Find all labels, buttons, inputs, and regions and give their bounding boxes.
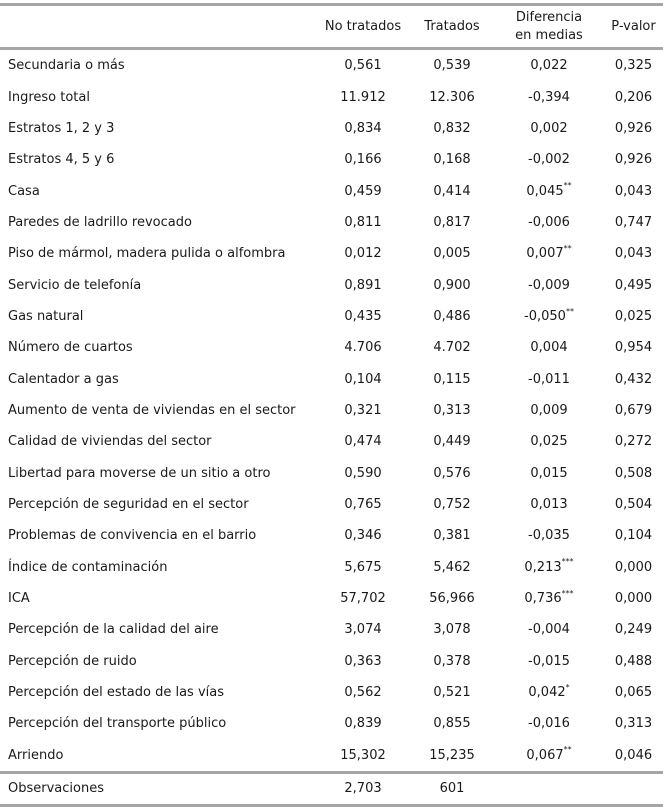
diferencia-value: 0,004 (530, 340, 568, 356)
cell-tratados: 0,832 (433, 120, 471, 136)
cell-no-tratados: 0,321 (344, 402, 382, 418)
table-row (0, 426, 663, 457)
cell-diferencia (492, 363, 600, 394)
cell-tratados: 0,576 (433, 465, 471, 481)
significance-stars: * (565, 682, 570, 692)
cell-p-valor: 0,065 (614, 685, 653, 701)
cell-p-valor: 0,926 (614, 120, 653, 136)
cell-p-valor: 0,313 (614, 716, 653, 732)
header-diferencia-line2: en medias (515, 27, 583, 43)
cell-p-valor: 0,043 (614, 246, 653, 262)
row-label: Servicio de telefonía (8, 277, 142, 293)
table-header (0, 6, 663, 47)
cell-tratados: 0,168 (433, 152, 471, 168)
significance-stars: ** (565, 306, 574, 316)
row-label: Estratos 1, 2 y 3 (8, 120, 115, 136)
diferencia-value: 0,009 (530, 402, 568, 418)
diferencia-value: 0,022 (530, 58, 568, 74)
table-row (0, 583, 663, 614)
cell-no-tratados: 0,474 (344, 434, 382, 450)
observaciones-diferencia (492, 774, 600, 804)
cell-diferencia (492, 332, 600, 363)
cell-diferencia (492, 426, 600, 457)
row-label: Gas natural (8, 308, 84, 324)
cell-tratados: 0,752 (433, 496, 471, 512)
cell-diferencia (492, 50, 600, 81)
diferencia-value: 0,045 (526, 183, 564, 199)
cell-diferencia (492, 144, 600, 175)
cell-p-valor: 0,272 (614, 434, 653, 450)
diferencia-value: -0,394 (528, 89, 570, 105)
diferencia-value: -0,015 (528, 653, 570, 669)
cell-p-valor: 0,249 (614, 622, 653, 638)
table-row (0, 677, 663, 708)
cell-p-valor: 0,206 (614, 89, 653, 105)
cell-tratados: 0,449 (433, 434, 471, 450)
cell-p-valor: 0,025 (614, 308, 653, 324)
row-label: Percepción del estado de las vías (8, 685, 224, 701)
table-row (0, 144, 663, 175)
table-row (0, 395, 663, 426)
cell-p-valor: 0,104 (614, 528, 653, 544)
cell-diferencia (492, 552, 600, 583)
table-row (0, 457, 663, 488)
row-label: Estratos 4, 5 y 6 (8, 152, 115, 168)
cell-diferencia (492, 457, 600, 488)
cell-diferencia (492, 489, 600, 520)
cell-diferencia (492, 395, 600, 426)
diferencia-value: 0,213 (524, 559, 562, 575)
cell-no-tratados: 0,166 (344, 152, 382, 168)
cell-no-tratados: 0,561 (344, 58, 382, 74)
cell-no-tratados: 0,104 (344, 371, 382, 387)
diferencia-value: -0,050 (524, 308, 566, 324)
diferencia-value: 0,042 (528, 685, 566, 701)
cell-diferencia (492, 740, 600, 771)
cell-p-valor: 0,432 (614, 371, 653, 387)
cell-p-valor: 0,488 (614, 653, 653, 669)
cell-diferencia (492, 81, 600, 112)
diferencia-value: -0,006 (528, 214, 570, 230)
cell-p-valor: 0,504 (614, 496, 653, 512)
row-label: Ingreso total (8, 89, 90, 105)
diferencia-value: -0,011 (528, 371, 570, 387)
table-row (0, 489, 663, 520)
cell-p-valor: 0,747 (614, 214, 653, 230)
row-label: Arriendo (8, 747, 64, 763)
cell-p-valor: 0,000 (614, 559, 653, 575)
header-diferencia-line1: Diferencia (515, 9, 583, 25)
cell-tratados: 15,235 (429, 747, 475, 763)
cell-tratados: 0,378 (433, 653, 471, 669)
cell-diferencia (492, 301, 600, 332)
cell-no-tratados: 3,074 (344, 622, 382, 638)
cell-tratados: 0,817 (433, 214, 471, 230)
row-label: Índice de contaminación (8, 559, 168, 575)
cell-no-tratados: 57,702 (340, 591, 386, 607)
diferencia-value: 0,025 (530, 434, 568, 450)
row-label: Percepción del transporte público (8, 716, 227, 732)
table-row (0, 81, 663, 112)
diferencia-value: 0,013 (530, 496, 568, 512)
cell-no-tratados: 4.706 (344, 340, 382, 356)
cell-no-tratados: 0,562 (344, 685, 382, 701)
table-footer (0, 774, 663, 804)
table-row (0, 520, 663, 551)
cell-p-valor: 0,000 (614, 591, 653, 607)
table-row (0, 552, 663, 583)
diferencia-value: 0,067 (526, 747, 564, 763)
cell-p-valor: 0,679 (614, 402, 653, 418)
table-row (0, 708, 663, 739)
diferencia-value: -0,016 (528, 716, 570, 732)
diferencia-value: 0,007 (526, 246, 564, 262)
cell-tratados: 0,381 (433, 528, 471, 544)
cell-tratados: 0,521 (433, 685, 471, 701)
diferencia-value: -0,002 (528, 152, 570, 168)
significance-stars: ** (563, 243, 572, 253)
cell-no-tratados: 0,839 (344, 716, 382, 732)
cell-diferencia (492, 175, 600, 206)
cell-no-tratados: 0,363 (344, 653, 382, 669)
significance-stars: *** (561, 557, 574, 567)
cell-tratados: 0,414 (433, 183, 471, 199)
row-label: Número de cuartos (8, 340, 133, 356)
cell-no-tratados: 5,675 (344, 559, 382, 575)
diferencia-value: 0,002 (530, 120, 568, 136)
table-row (0, 207, 663, 238)
cell-diferencia (492, 646, 600, 677)
cell-no-tratados: 0,590 (344, 465, 382, 481)
cell-no-tratados: 0,834 (344, 120, 382, 136)
row-label: Calentador a gas (8, 371, 119, 387)
observaciones-p-valor (600, 774, 663, 804)
cell-no-tratados: 0,891 (344, 277, 382, 293)
table-row (0, 175, 663, 206)
cell-tratados: 0,005 (433, 246, 471, 262)
table-row (0, 301, 663, 332)
cell-no-tratados: 0,459 (344, 183, 382, 199)
table-row (0, 50, 663, 81)
diferencia-value: -0,009 (528, 277, 570, 293)
header-row (0, 6, 663, 47)
cell-tratados: 0,486 (433, 308, 471, 324)
cell-diferencia (492, 238, 600, 269)
row-label: Paredes de ladrillo revocado (8, 214, 192, 230)
cell-tratados: 0,313 (433, 402, 471, 418)
table-row (0, 740, 663, 771)
observaciones-no-tratados: 2,703 (344, 781, 382, 797)
row-label: ICA (8, 591, 30, 607)
cell-diferencia (492, 520, 600, 551)
cell-tratados: 0,115 (433, 371, 471, 387)
cell-p-valor: 0,043 (614, 183, 653, 199)
observaciones-tratados: 601 (439, 781, 465, 797)
table-row (0, 269, 663, 300)
cell-tratados: 0,855 (433, 716, 471, 732)
cell-diferencia (492, 708, 600, 739)
table-body (0, 50, 663, 771)
cell-no-tratados: 0,765 (344, 496, 382, 512)
cell-p-valor: 0,954 (614, 340, 653, 356)
cell-p-valor: 0,495 (614, 277, 653, 293)
cell-tratados: 0,539 (433, 58, 471, 74)
cell-diferencia (492, 113, 600, 144)
cell-no-tratados: 15,302 (340, 747, 386, 763)
table-row (0, 332, 663, 363)
header-diferencia (492, 6, 600, 47)
row-label: Aumento de venta de viviendas en el sector (8, 402, 296, 418)
cell-tratados: 56,966 (429, 591, 475, 607)
cell-tratados: 12.306 (429, 89, 475, 105)
row-label: Libertad para moverse de un sitio a otro (8, 465, 271, 481)
significance-stars: ** (563, 181, 572, 191)
cell-no-tratados: 11.912 (340, 89, 386, 105)
row-label: Percepción de la calidad del aire (8, 622, 219, 638)
table-row (0, 113, 663, 144)
cell-diferencia (492, 207, 600, 238)
row-label: Calidad de viviendas del sector (8, 434, 212, 450)
table-row (0, 238, 663, 269)
cell-no-tratados: 0,435 (344, 308, 382, 324)
cell-p-valor: 0,508 (614, 465, 653, 481)
table-row (0, 614, 663, 645)
row-label: Percepción de seguridad en el sector (8, 496, 249, 512)
cell-no-tratados: 0,811 (344, 214, 382, 230)
row-label: Problemas de convivencia en el barrio (8, 528, 257, 544)
row-label: Piso de mármol, madera pulida o alfombra (8, 246, 286, 262)
diferencia-value: -0,004 (528, 622, 570, 638)
cell-no-tratados: 0,346 (344, 528, 382, 544)
observaciones-row (0, 774, 663, 804)
cell-no-tratados: 0,012 (344, 246, 382, 262)
diferencia-value: -0,035 (528, 528, 570, 544)
cell-p-valor: 0,325 (614, 58, 653, 74)
cell-p-valor: 0,046 (614, 747, 653, 763)
row-label: Casa (8, 183, 40, 199)
cell-diferencia (492, 269, 600, 300)
significance-stars: *** (561, 588, 574, 598)
diferencia-value: 0,736 (524, 591, 562, 607)
diferencia-value: 0,015 (530, 465, 568, 481)
table-row (0, 363, 663, 394)
header-label (0, 6, 300, 47)
observaciones-label: Observaciones (8, 781, 104, 797)
cell-tratados: 5,462 (433, 559, 471, 575)
header-p-valor: P-valor (611, 18, 656, 34)
row-label: Secundaria o más (8, 58, 125, 74)
cell-diferencia (492, 614, 600, 645)
cell-diferencia (492, 677, 600, 708)
row-label: Percepción de ruido (8, 653, 137, 669)
cell-tratados: 0,900 (433, 277, 471, 293)
significance-stars: ** (563, 745, 572, 755)
table-row (0, 646, 663, 677)
cell-tratados: 3,078 (433, 622, 471, 638)
header-no-tratados: No tratados (324, 18, 402, 34)
cell-diferencia (492, 583, 600, 614)
cell-p-valor: 0,926 (614, 152, 653, 168)
bottom-rule (0, 804, 663, 807)
cell-tratados: 4.702 (433, 340, 471, 356)
header-tratados: Tratados (424, 18, 480, 34)
